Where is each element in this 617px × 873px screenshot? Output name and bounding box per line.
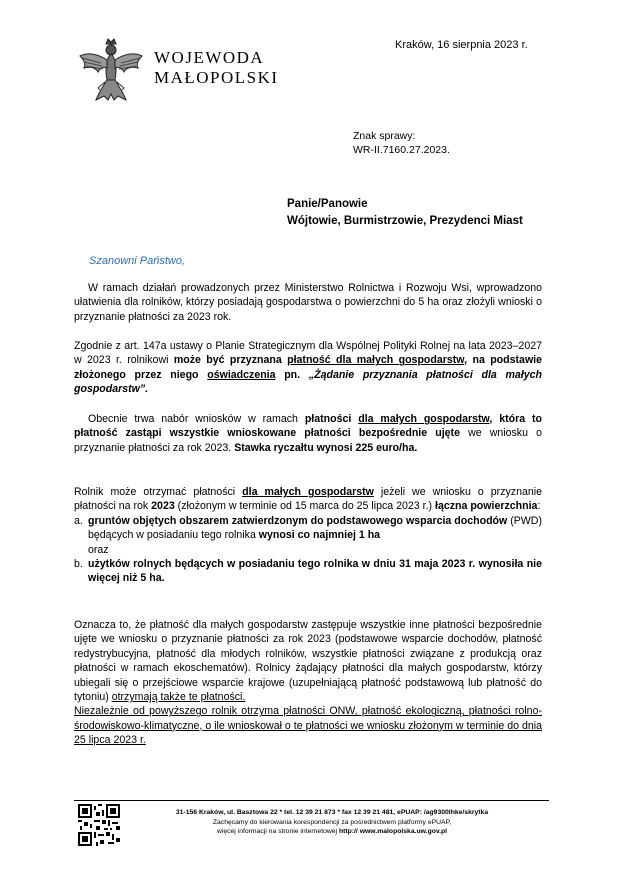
paragraph-5 xyxy=(74,618,542,748)
p4-text-b: dla małych gospodarstw xyxy=(242,486,374,498)
p2-text-c: płatność dla małych gospodarstw xyxy=(287,354,465,367)
org-line-2: MAŁOPOLSKI xyxy=(154,68,279,87)
list-item xyxy=(74,557,542,586)
p5-text-c: Niezależnie od powyższego rolnik otrzyma płatności ONW, płatność ekologiczną, płatności rolno-środowiskowo-klimatyczne, o ile wnioskował o te płatności we wniosku złożonym w terminie do dnia 25 lipca 2023 r. xyxy=(74,705,542,747)
footer-line-3-text: więcej informacji na stronie internetowej xyxy=(216,828,339,835)
p4-text-f: łączna powierzchnia xyxy=(435,500,538,513)
footer-divider xyxy=(74,800,549,801)
p3-text-b: płatności xyxy=(304,413,359,425)
p3-text-d: , która to płatność zastąpi wszystkie wnioskowane płatności bezpośrednie ujęte xyxy=(74,413,543,440)
list-marker-a: a. xyxy=(74,514,83,527)
footer-line-2: Zachęcamy do kierowania korespondencji za pośrednictwem platformy ePUAP, xyxy=(212,818,452,826)
p2-text-g: „Żądanie przyznania płatności dla małych gospodarstw”. xyxy=(74,368,543,396)
list-item xyxy=(74,514,542,557)
p3-text-c: dla małych gospodarstw xyxy=(358,413,490,425)
paragraph-2 xyxy=(74,339,542,397)
p2-text-f: pn. xyxy=(275,368,309,381)
p4-text-c: jeżeli we wniosku o przyznanie płatności na rok xyxy=(74,486,543,513)
footer-line-1: 31-156 Kraków, ul. Basztowa 22 * tel. 12 39 21 873 * fax 12 39 21 481, ePUAP: /ag9300lhke/skrytka xyxy=(175,809,489,816)
list-a-text-2: (PWD) będących w posiadaniu tego rolnika xyxy=(88,514,542,542)
p2-text-b: może być przyznana xyxy=(173,354,288,367)
p2-text-d: , na podstawie złożonego przez niego xyxy=(74,354,543,381)
greeting: Szanowni Państwo, xyxy=(89,255,185,267)
p4-text-e: (złożonym w terminie od 15 marca do 25 lipca 2023 r.) xyxy=(174,500,435,513)
p5-text-a: Oznacza to, że płatność dla małych gospodarstw zastępuje wszystkie inne płatności bezpośrednie ujęte we wniosku o przyznanie płatności za rok 2023 (podstawowe wsparcie dochodów, płatność redystrybucyjna, płatność dla młodych rolników, wszystkie płatności związane z produkcją oraz płatności w ramach ekoschematów). Rolnicy żądający płatności dla małych gospodarstw, którzy ubiegali się o przejściowe wsparcie krajowe (uzupełniającą płatność podstawową lub płatność do tytoniu) xyxy=(74,619,542,704)
paragraph-3 xyxy=(74,412,542,455)
list-a-text-4: oraz xyxy=(88,543,109,556)
organization-name xyxy=(154,48,279,88)
paragraph-1 xyxy=(74,281,542,324)
list-b-text-1: użytków rolnych będących w posiadaniu tego rolnika w dniu 31 maja 2023 r. wynosiła nie więcej niż 5 ha. xyxy=(88,558,542,585)
p2-text-a: Zgodnie z art. 147a ustawy o Planie Strategicznym dla Wspólnej Polityki Rolnej na lata 2023–2027 w 2023 r. rolnikowi xyxy=(74,340,542,367)
p3-text-f: Stawka ryczałtu wynosi 225 euro/ha. xyxy=(234,441,418,454)
conditions-list xyxy=(74,514,542,586)
paragraph-4 xyxy=(74,485,542,586)
case-label: Znak sprawy: xyxy=(353,130,416,142)
case-number: WR-II.7160.27.2023. xyxy=(353,144,450,156)
case-reference xyxy=(353,129,450,157)
letter-date: Kraków, 16 sierpnia 2023 r. xyxy=(395,39,528,51)
org-line-1: WOJEWODA xyxy=(154,48,265,67)
list-marker-b: b. xyxy=(74,558,83,571)
footer-contact xyxy=(132,808,532,837)
qr-code-icon xyxy=(78,804,120,846)
p5-text-b: otrzymają także te płatności. xyxy=(111,691,246,704)
list-a-text-3: wynosi co najmniej 1 ha xyxy=(258,529,381,542)
addressee-line-2: Wójtowie, Burmistrzowie, Prezydenci Miast xyxy=(287,215,523,227)
paragraph-1-text: W ramach działań prowadzonych przez Ministerstwo Rolnictwa i Rozwoju Wsi, wprowadzono ułatwienia dla rolników, którzy posiadają gospodarstwa o powierzchni do 5 ha oraz złożyli wnioski o przyznanie płatności za 2023 rok. xyxy=(74,282,542,323)
footer-website-link[interactable]: http:// www.malopolska.uw.gov.pl xyxy=(338,828,448,835)
p4-text-a: Rolnik może otrzymać płatności xyxy=(74,486,243,498)
p2-text-e: oświadczenia xyxy=(207,368,276,381)
p3-text-a: Obecnie trwa nabór wniosków w ramach xyxy=(88,413,305,425)
addressee xyxy=(287,196,523,230)
p3-text-e: we wniosku o przyznanie płatności za rok 2023. xyxy=(74,427,542,454)
p4-text-d: 2023 xyxy=(151,500,175,513)
addressee-line-1: Panie/Panowie xyxy=(287,198,368,210)
p4-text-g: : xyxy=(537,500,541,513)
eagle-emblem-icon xyxy=(76,36,146,104)
footer-line-3 xyxy=(132,827,532,837)
list-a-text-1: gruntów objętych obszarem zatwierdzonym do podstawowego wsparcia dochodów xyxy=(88,514,508,527)
